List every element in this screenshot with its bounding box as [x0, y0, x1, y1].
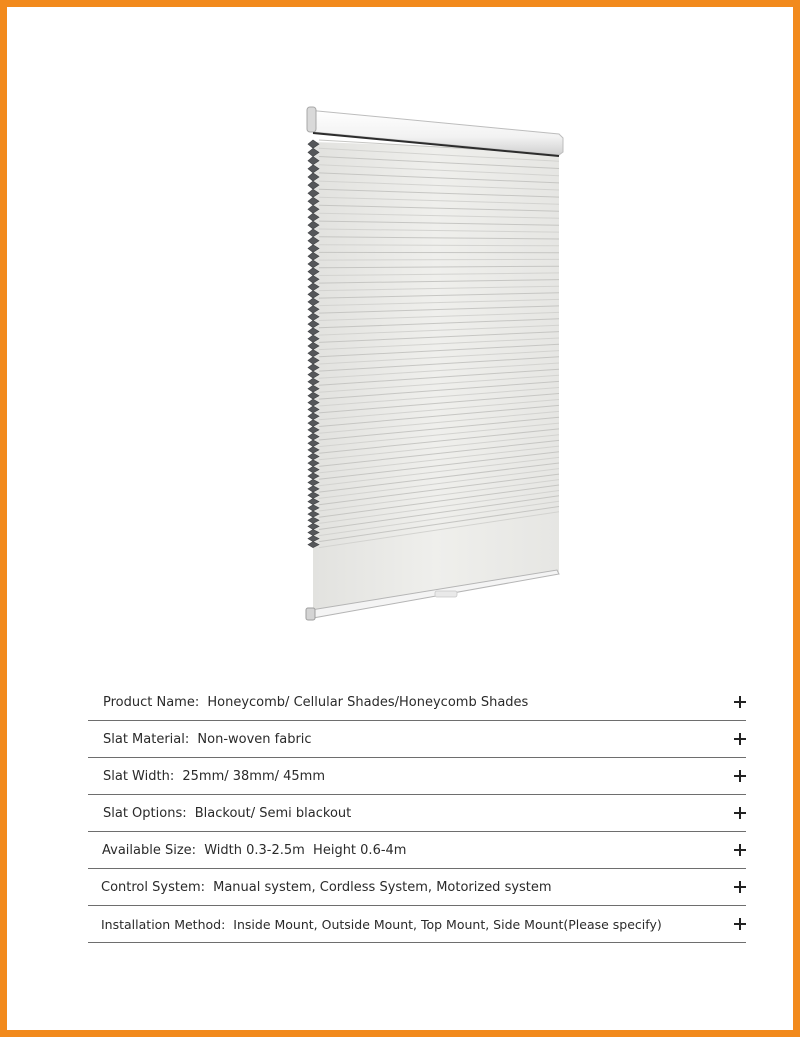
spec-value: Non-woven fabric	[197, 731, 312, 747]
spec-label: Control System:	[101, 879, 205, 895]
plus-icon[interactable]	[734, 918, 746, 930]
shade-illustration	[297, 102, 567, 627]
plus-icon[interactable]	[734, 770, 746, 782]
spec-value: Honeycomb/ Cellular Shades/Honeycomb Shades	[207, 694, 529, 710]
spec-value: 25mm/ 38mm/ 45mm	[182, 768, 325, 784]
spec-row-installation-method[interactable]	[88, 906, 746, 943]
plus-icon[interactable]	[734, 696, 746, 708]
spec-row-control-system[interactable]	[88, 869, 746, 906]
spec-value: Blackout/ Semi blackout	[194, 805, 352, 821]
spec-label: Slat Options:	[103, 805, 187, 821]
spec-row-slat-options[interactable]	[88, 795, 746, 832]
spec-label: Product Name:	[103, 694, 200, 710]
pleat-line	[319, 259, 559, 260]
plus-icon[interactable]	[734, 844, 746, 856]
honeycomb-shade-image	[297, 102, 567, 627]
spec-row-product-name[interactable]	[88, 684, 746, 721]
plus-icon[interactable]	[734, 807, 746, 819]
spec-row-slat-width[interactable]	[88, 758, 746, 795]
plus-icon[interactable]	[734, 881, 746, 893]
shade-fabric	[313, 142, 559, 617]
spec-value: Manual system, Cordless System, Motorized system	[213, 879, 552, 895]
spec-value: Width 0.3-2.5m Height 0.6-4m	[204, 842, 407, 858]
spec-label: Slat Width:	[103, 768, 175, 784]
spec-label: Available Size:	[102, 842, 197, 858]
plus-icon[interactable]	[734, 733, 746, 745]
spec-label: Installation Method:	[101, 916, 226, 932]
spec-value: Inside Mount, Outside Mount, Top Mount, Side Mount(Please specify)	[233, 916, 662, 932]
spec-row-available-size[interactable]	[88, 832, 746, 869]
spec-label: Slat Material:	[103, 731, 190, 747]
spec-row-slat-material[interactable]	[88, 721, 746, 758]
spec-list	[88, 684, 746, 943]
